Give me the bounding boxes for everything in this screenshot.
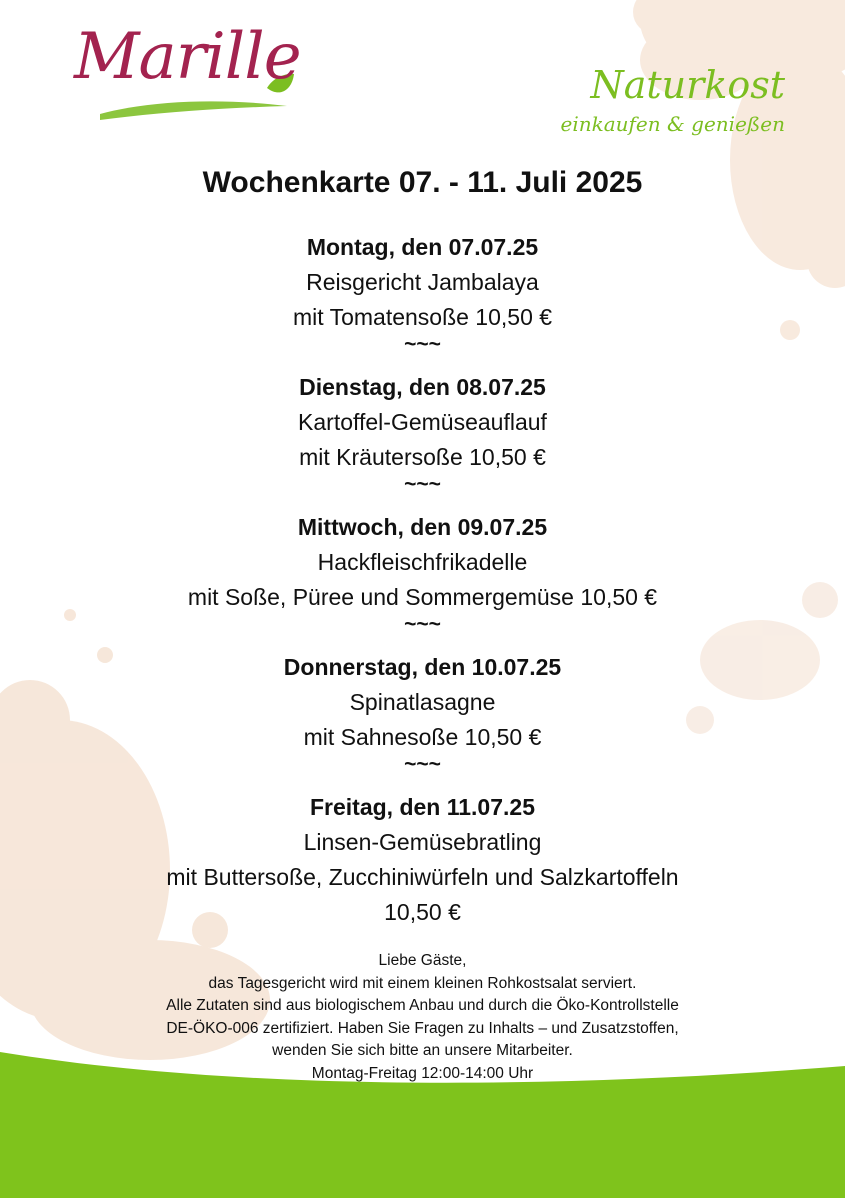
dish-line-price: mit Sahnesoße 10,50 € bbox=[303, 724, 542, 750]
weekly-menu bbox=[0, 230, 845, 930]
note-line: wenden Sie sich bitte an unsere Mitarbeiter. bbox=[272, 1042, 573, 1059]
dish-line: Reisgericht Jambalaya bbox=[306, 269, 539, 295]
menu-day-tuesday bbox=[0, 370, 845, 494]
page-title: Wochenkarte 07. - 11. Juli 2025 bbox=[202, 166, 643, 199]
brand-block bbox=[560, 63, 785, 136]
day-heading: Dienstag, den 08.07.25 bbox=[299, 374, 546, 400]
day-heading: Mittwoch, den 09.07.25 bbox=[297, 514, 548, 540]
dish-price: 10,50 € bbox=[384, 899, 461, 925]
dish-line: Linsen-Gemüsebratling bbox=[303, 829, 542, 855]
dish-line-price: mit Soße, Püree und Sommergemüse 10,50 € bbox=[187, 584, 658, 610]
separator: ~~~ bbox=[404, 473, 441, 496]
menu-day-thursday bbox=[0, 650, 845, 774]
logo-wordmark: Marille bbox=[74, 20, 301, 94]
day-heading: Freitag, den 11.07.25 bbox=[309, 794, 535, 820]
opening-hours: Montag-Freitag 12:00-14:00 Uhr bbox=[311, 1064, 534, 1082]
dish-line-sides: mit Buttersoße, Zucchiniwürfeln und Salzkartoffeln bbox=[166, 864, 679, 890]
day-heading: Donnerstag, den 10.07.25 bbox=[283, 654, 562, 680]
dish-line: Hackfleischfrikadelle bbox=[317, 549, 528, 575]
info-notes bbox=[0, 950, 845, 1085]
note-greeting: Liebe Gäste, bbox=[378, 952, 467, 969]
note-line: das Tagesgericht wird mit einem kleinen Rohkostsalat serviert. bbox=[208, 974, 637, 992]
note-line: Alle Zutaten sind aus biologischem Anbau und durch die Öko-Kontrollstelle bbox=[166, 997, 679, 1014]
menu-day-friday bbox=[0, 790, 845, 930]
dish-line-price: mit Tomatensoße 10,50 € bbox=[292, 304, 553, 330]
separator: ~~~ bbox=[404, 613, 441, 636]
menu-day-wednesday bbox=[0, 510, 845, 634]
separator: ~~~ bbox=[404, 333, 441, 356]
note-line: DE-ÖKO-006 zertifiziert. Haben Sie Fragen zu Inhalts – und Zusatzstoffen, bbox=[166, 1019, 679, 1037]
dish-line: Spinatlasagne bbox=[349, 689, 496, 715]
dish-line-price: mit Kräutersoße 10,50 € bbox=[299, 444, 546, 470]
brand-title: Naturkost bbox=[590, 63, 785, 107]
menu-day-monday bbox=[0, 230, 845, 354]
separator: ~~~ bbox=[404, 753, 441, 776]
brand-subtitle: einkaufen & genießen bbox=[560, 112, 785, 136]
dish-line: Kartoffel-Gemüseauflauf bbox=[298, 409, 547, 435]
day-heading: Montag, den 07.07.25 bbox=[306, 234, 539, 260]
